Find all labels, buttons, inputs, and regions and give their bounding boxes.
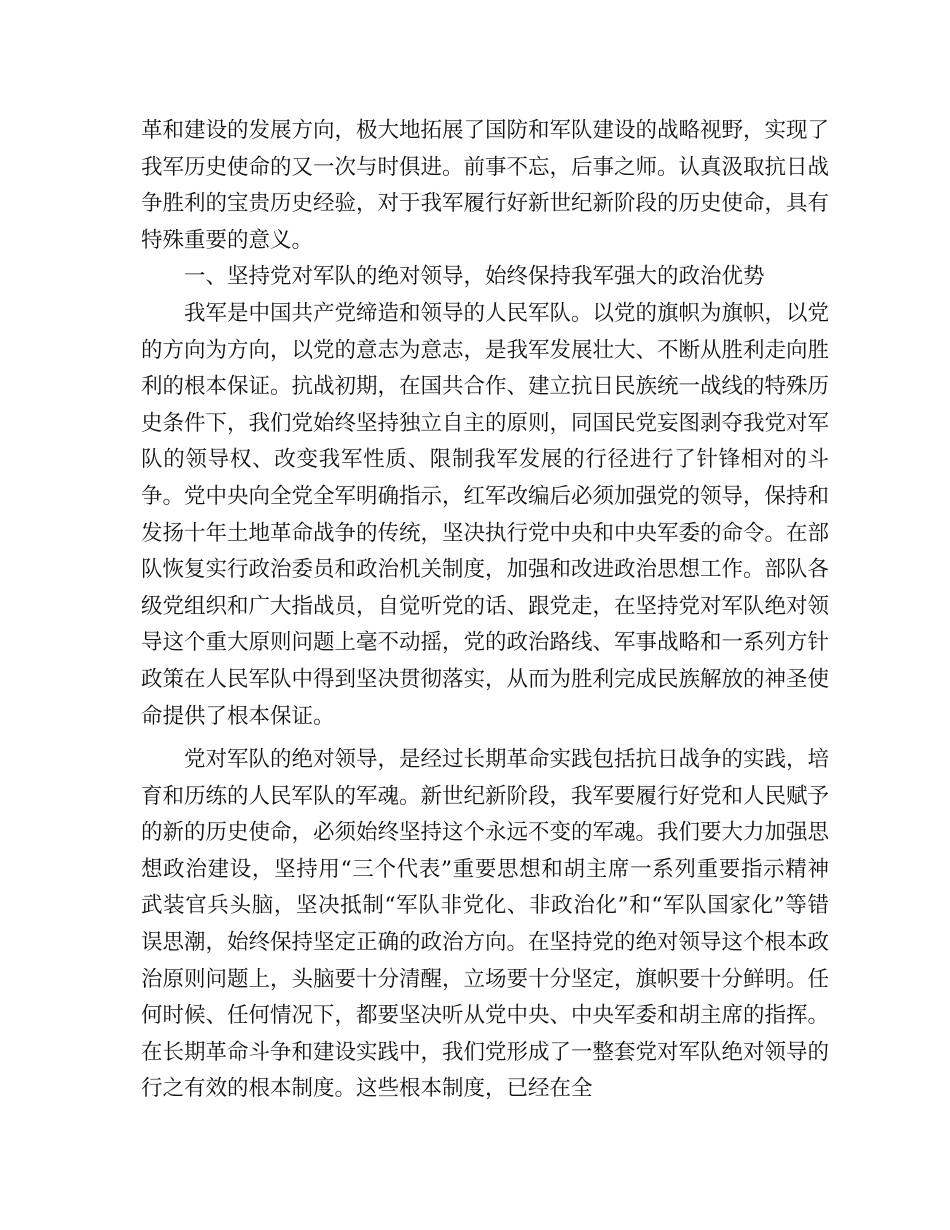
paragraph-continuation: 革和建设的发展方向，极大地拓展了国防和军队建设的战略视野，实现了我军历史使命的又一次与时俱进。前事不忘，后事之师。认真汲取抗日战争胜利的宝贵历史经验，对于我军履行好新世纪新阶段的历史使命，具有特殊重要的意义。 (141, 118, 830, 253)
document-page (141, 113, 829, 1108)
section-heading: 一、坚持党对军队的绝对领导，始终保持我军强大的政治优势 (184, 264, 765, 290)
paragraph-body: 我军是中国共产党缔造和领导的人民军队。以党的旗帜为旗帜，以党的方向为方向，以党的意志为意志，是我军发展壮大、不断从胜利走向胜利的根本保证。抗战初期，在国共合作、建立抗日民族统一战线的特殊历史条件下，我们党始终坚持独立自主的原则，同国民党妄图剥夺我党对军队的领导权、改变我军性质、限制我军发展的行径进行了针锋相对的斗争。党中央向全党全军明确指示，红军改编后必须加强党的领导，保持和发扬十年土地革命战争的传统，坚决执行党中央和中央军委的命令。在部队恢复实行政治委员和政治机关制度，加强和改进政治思想工作。部队各级党组织和广大指战员，自觉听党的话、跟党走，在坚持党对军队绝对领导这个重大原则问题上毫不动摇，党的政治路线、军事战略和一系列方针政策在人民军队中得到坚决贯彻落实，从而为胜利完成民族解放的神圣使命提供了根本保证。 (141, 300, 830, 729)
paragraph-body: 党对军队的绝对领导，是经过长期革命实践包括抗日战争的实践，培育和历练的人民军队的军魂。新世纪新阶段，我军要履行好党和人民赋予的新的历史使命，必须始终坚持这个永远不变的军魂。我们要大力加强思想政治建设，坚持用“三个代表”重要思想和胡主席一系列重要指示精神武装官兵头脑，坚决抵制“军队非党化、非政治化”和“军队国家化”等错误思潮，始终保持坚定正确的政治方向。在坚持党的绝对领导这个根本政治原则问题上，头脑要十分清醒，立场要十分坚定，旗帜要十分鲜明。任何时候、任何情况下，都要坚决听从党中央、中央军委和胡主席的指挥。在长期革命斗争和建设实践中，我们党形成了一整套党对军队绝对领导的行之有效的根本制度。这些根本制度，已经在全 (141, 747, 830, 1102)
